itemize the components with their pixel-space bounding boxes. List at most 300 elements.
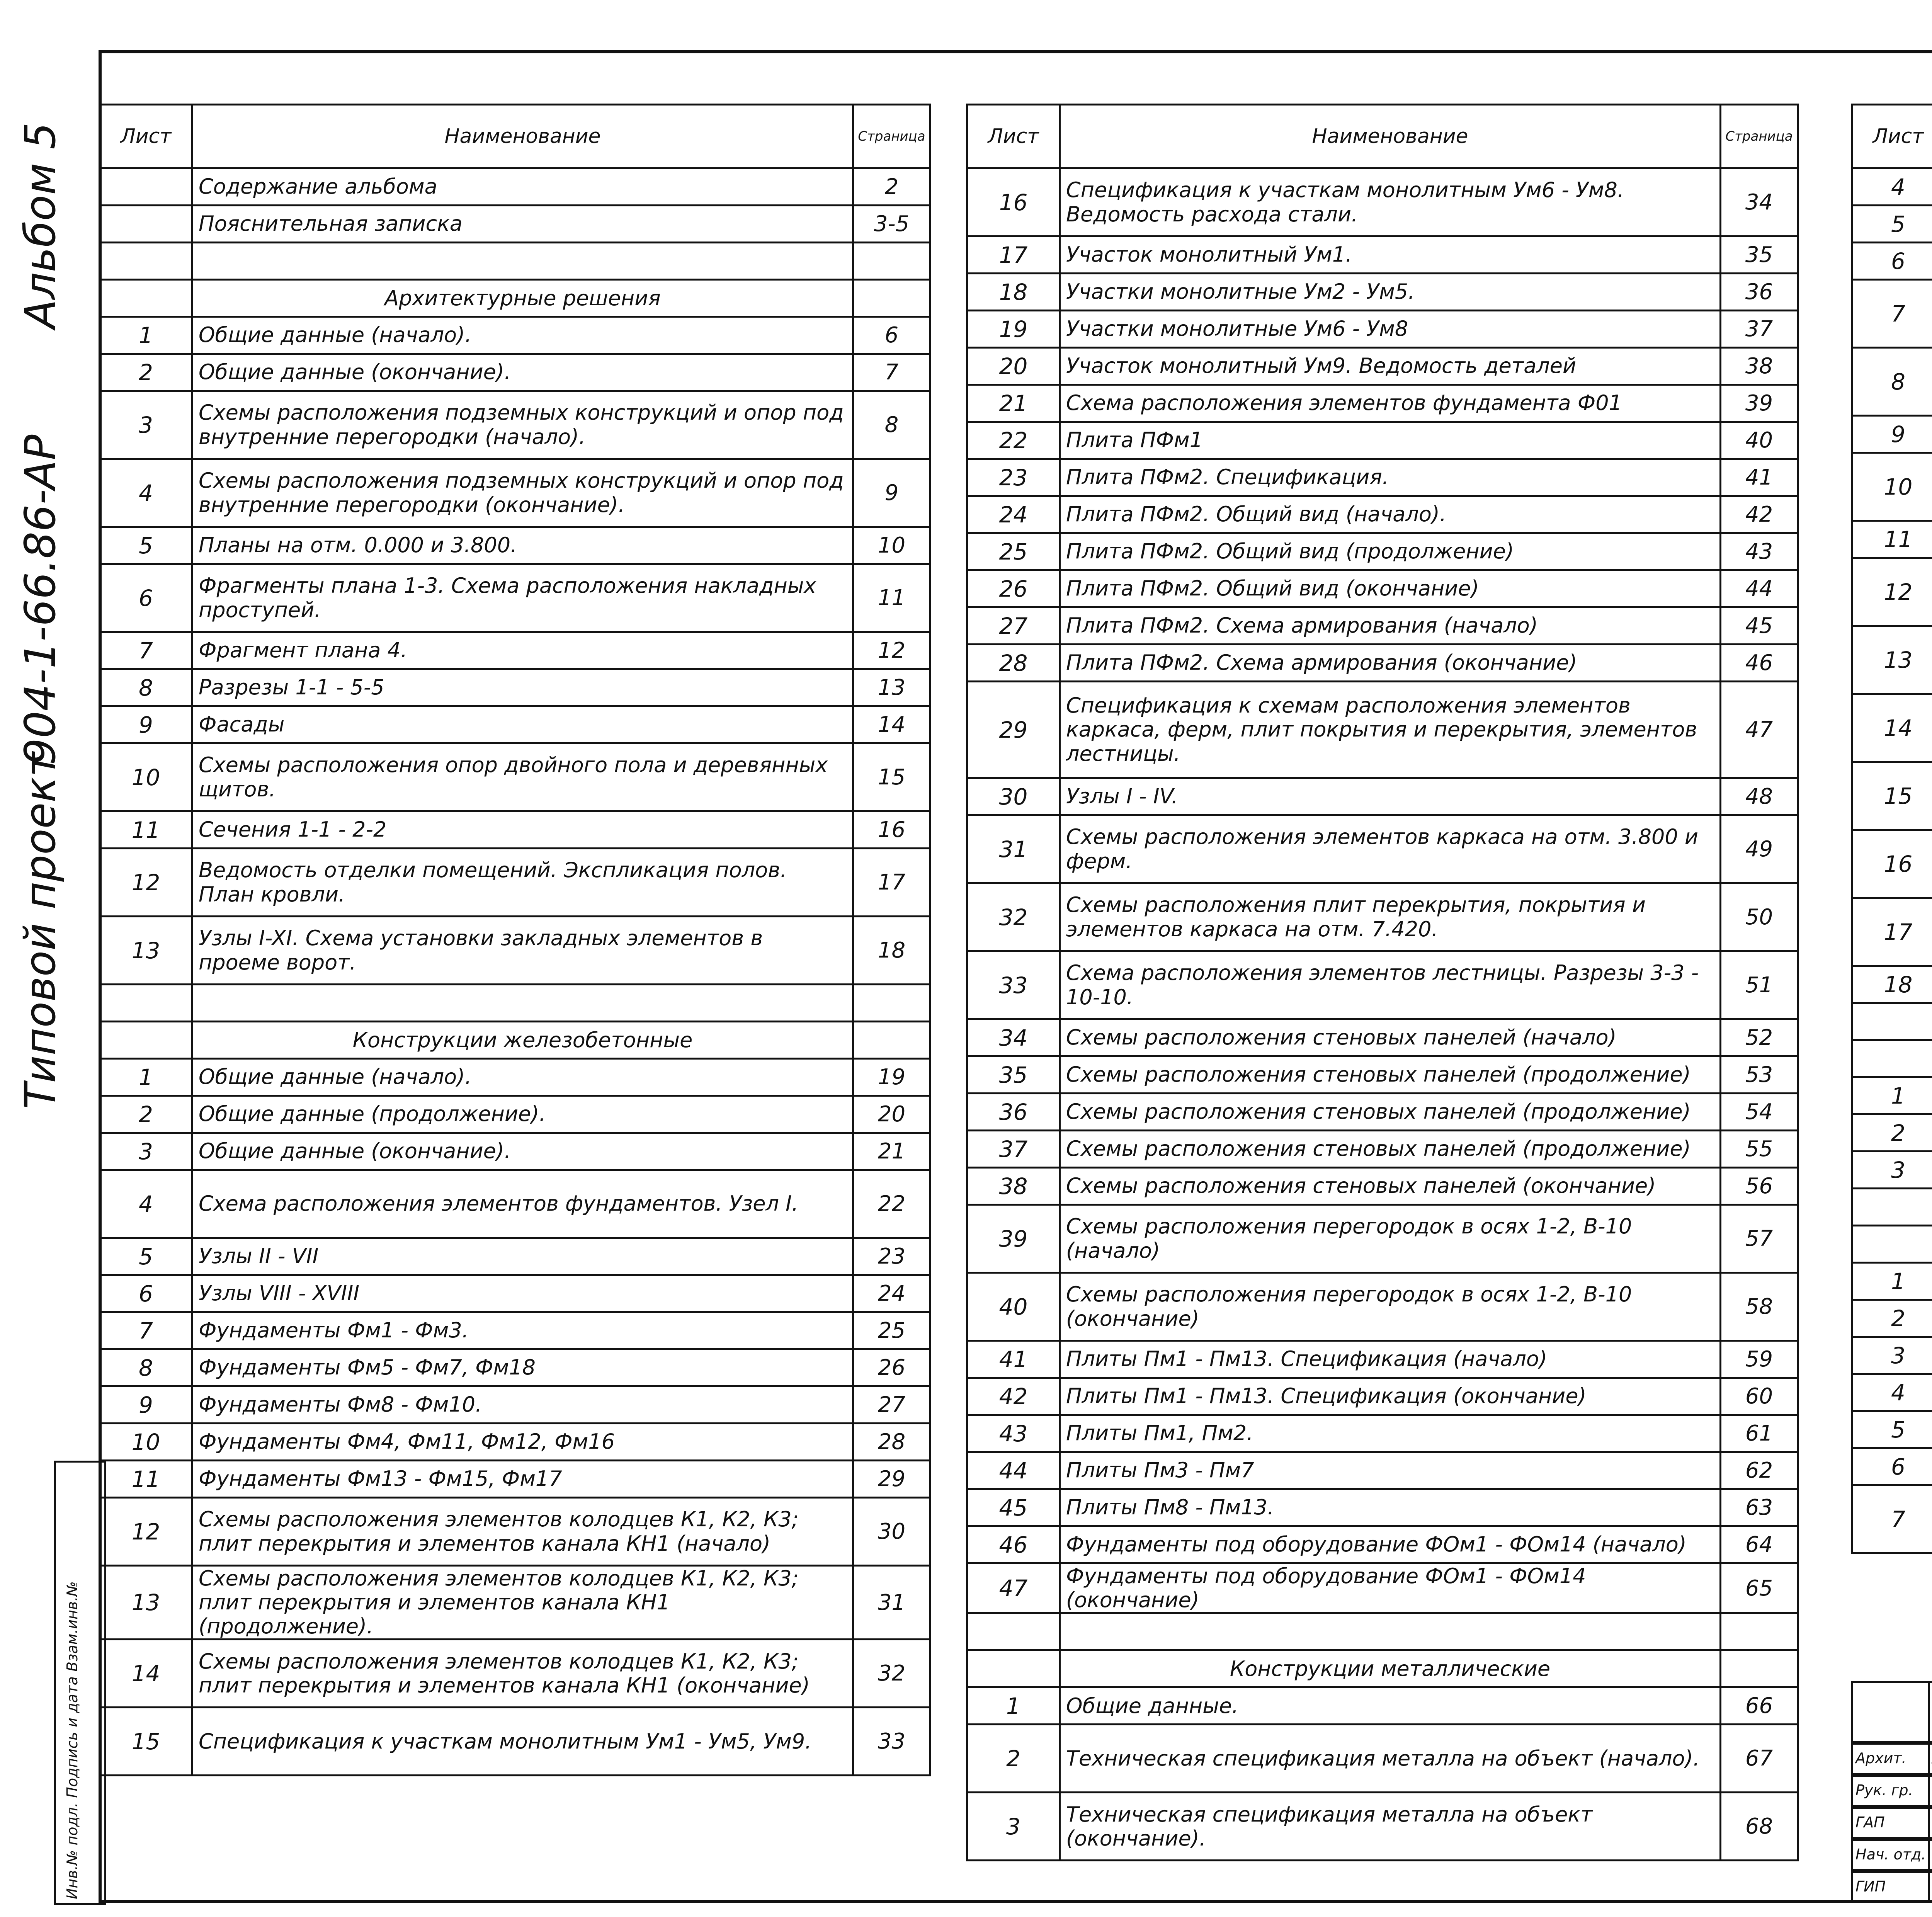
table-row [967, 778, 1798, 815]
section-title: Конструкции железобетонные [192, 1022, 853, 1059]
item-name: Участок монолитный Ум1. [1060, 236, 1721, 274]
staff-role: ГИП [1855, 1878, 1886, 1895]
sheet-number: 6 [1852, 1448, 1932, 1485]
item-name: Схемы расположения подземных конструкций и опор под внутренние перегородки (окончание). [192, 459, 853, 527]
page-number [853, 280, 930, 317]
sheet-number [100, 168, 192, 206]
page-number: 56 [1721, 1168, 1798, 1205]
sheet-number: 5 [1852, 206, 1932, 243]
table-row [967, 1378, 1798, 1415]
item-name: Плита ПФм2. Схема армирования (окончание) [1060, 645, 1721, 682]
item-name: Общие данные (начало). [192, 317, 853, 354]
page-number: 57 [1721, 1205, 1798, 1273]
sheet-number: 1 [100, 1059, 192, 1096]
stamp-empty-rows [1851, 1681, 1932, 1743]
table-row [1852, 1114, 1932, 1152]
sheet-number: 4 [1852, 1374, 1932, 1411]
item-name: Общие данные. [1060, 1687, 1721, 1725]
sheet-number: 6 [1852, 243, 1932, 280]
item-name [1060, 1613, 1721, 1650]
sheet-number: 26 [967, 570, 1060, 607]
table-row [100, 917, 930, 985]
item-name: Схема расположения элементов лестницы. Разрезы 3-3 - 10-10. [1060, 951, 1721, 1019]
item-name: Фундаменты Фм1 - Фм3. [192, 1312, 853, 1349]
section-row [100, 1022, 930, 1059]
page-number: 40 [1721, 422, 1798, 459]
table-row [967, 496, 1798, 533]
sheet-number [100, 280, 192, 317]
sheet-number: 18 [1852, 966, 1932, 1003]
sheet-number [1852, 1189, 1932, 1226]
page-number: 64 [1721, 1526, 1798, 1563]
page-number: 11 [853, 564, 930, 632]
page-number: 65 [1721, 1563, 1798, 1613]
sheet-number: 36 [967, 1094, 1060, 1131]
item-name: Общие данные (окончание). [192, 1133, 853, 1170]
table-row [100, 206, 930, 243]
sheet-number: 38 [967, 1168, 1060, 1205]
item-name: Плита ПФм2. Спецификация. [1060, 459, 1721, 496]
table-row [967, 1613, 1798, 1650]
item-name: Схемы расположения элементов колодцев К1, К2, К3; плит перекрытия и элементов канала КН1 (начало) [192, 1498, 853, 1566]
table-row [967, 645, 1798, 682]
sheet-number: 2 [100, 354, 192, 391]
sheet-number: 4 [100, 459, 192, 527]
table-row [1852, 966, 1932, 1003]
page-number [853, 1022, 930, 1059]
table-row [967, 815, 1798, 883]
page-number: 20 [853, 1096, 930, 1133]
item-name: Участки монолитные Ум2 - Ум5. [1060, 274, 1721, 311]
page-number: 2 [853, 168, 930, 206]
table-row [967, 533, 1798, 570]
page-number: 51 [1721, 951, 1798, 1019]
table-row [100, 811, 930, 849]
sheet-number: 13 [100, 1566, 192, 1640]
item-name: Фундаменты Фм5 - Фм7, Фм18 [192, 1349, 853, 1386]
sheet-number: 19 [967, 311, 1060, 348]
sheet-number: 7 [1852, 1485, 1932, 1553]
sheet-number: 16 [1852, 830, 1932, 898]
sheet-number [100, 985, 192, 1022]
page-number: 66 [1721, 1687, 1798, 1725]
item-name: Схемы расположения опор двойного пола и деревянных щитов. [192, 743, 853, 811]
item-name: Схемы расположения плит перекрытия, покрытия и элементов каркаса на отм. 7.420. [1060, 883, 1721, 951]
page-number: 52 [1721, 1019, 1798, 1056]
table-row [967, 1056, 1798, 1094]
sheet-number: 25 [967, 533, 1060, 570]
page-number: 3-5 [853, 206, 930, 243]
item-name: Участок монолитный Ум9. Ведомость деталей [1060, 348, 1721, 385]
header-page: Страница [853, 105, 930, 168]
toc-table-1 [99, 104, 931, 1776]
sheet-number: 44 [967, 1452, 1060, 1489]
table-row [967, 607, 1798, 645]
table-row [967, 236, 1798, 274]
item-name: Узлы II - VII [192, 1238, 853, 1275]
table-row [967, 459, 1798, 496]
sheet-number: 42 [967, 1378, 1060, 1415]
table-row [1852, 280, 1932, 348]
table-row [100, 1133, 930, 1170]
sheet-number [967, 1613, 1060, 1650]
header-sheet: Лист [100, 105, 192, 168]
item-name: Ведомость отделки помещений. Экспликация полов. План кровли. [192, 849, 853, 917]
table-row [967, 385, 1798, 422]
sheet-number: 11 [100, 1461, 192, 1498]
table-row [1852, 626, 1932, 694]
page-number: 53 [1721, 1056, 1798, 1094]
item-name: Спецификация к участкам монолитным Ум6 - Ум8. Ведомость расхода стали. [1060, 168, 1721, 236]
table-row [100, 1424, 930, 1461]
item-name: Фундаменты Фм13 - Фм15, Фм17 [192, 1461, 853, 1498]
page-number: 49 [1721, 815, 1798, 883]
table-row [100, 564, 930, 632]
item-name: Схемы расположения подземных конструкций и опор под внутренние перегородки (начало). [192, 391, 853, 459]
header-sheet: Лист [967, 105, 1060, 168]
sheet-number: 5 [1852, 1411, 1932, 1448]
project-code: 904-1-66.86-АР [15, 434, 65, 765]
sheet-number: 3 [967, 1793, 1060, 1861]
toc-table-2 [966, 104, 1799, 1861]
page-number: 17 [853, 849, 930, 917]
page-number: 10 [853, 527, 930, 564]
page-number: 39 [1721, 385, 1798, 422]
sheet-number: 12 [100, 849, 192, 917]
page-number: 31 [853, 1566, 930, 1640]
sheet-number: 7 [1852, 280, 1932, 348]
sheet-number [1852, 1226, 1932, 1263]
stamp-labels: Инв.№ подл. Подпись и дата Взам.инв.№ [64, 1581, 81, 1899]
page-number: 68 [1721, 1793, 1798, 1861]
table-row [967, 682, 1798, 778]
table-row [1852, 168, 1932, 206]
sheet-number: 17 [1852, 898, 1932, 966]
table-row [967, 1725, 1798, 1793]
item-name: Техническая спецификация металла на объект (начало). [1060, 1725, 1721, 1793]
table-row [100, 743, 930, 811]
table-row [100, 317, 930, 354]
section-title: Конструкции металлические [1060, 1650, 1721, 1687]
table-row [100, 1312, 930, 1349]
page-number [853, 985, 930, 1022]
item-name: Планы на отм. 0.000 и 3.800. [192, 527, 853, 564]
table-row [100, 1708, 930, 1776]
section-title: Архитектурные решения [192, 280, 853, 317]
sheet-number: 9 [1852, 416, 1932, 453]
table-row [100, 459, 930, 527]
sheet-number: 39 [967, 1205, 1060, 1273]
page-number: 38 [1721, 348, 1798, 385]
item-name: Плита ПФм2. Общий вид (окончание) [1060, 570, 1721, 607]
table-row [100, 168, 930, 206]
header-page: Страница [1721, 105, 1798, 168]
page-number: 54 [1721, 1094, 1798, 1131]
table-row [1852, 1300, 1932, 1337]
item-name: Плита ПФм1 [1060, 422, 1721, 459]
sheet-number: 29 [967, 682, 1060, 778]
table-row [100, 1096, 930, 1133]
item-name: Пояснительная записка [192, 206, 853, 243]
table-row [967, 1341, 1798, 1378]
toc-table-3 [1851, 104, 1932, 1554]
table-row [967, 311, 1798, 348]
item-name: Схема расположения элементов фундамента Ф01 [1060, 385, 1721, 422]
sheet-number: 1 [967, 1687, 1060, 1725]
page-number: 21 [853, 1133, 930, 1170]
sheet-number: 27 [967, 607, 1060, 645]
table-row [100, 706, 930, 743]
page-number: 13 [853, 669, 930, 706]
sheet-number: 41 [967, 1341, 1060, 1378]
page-number: 59 [1721, 1341, 1798, 1378]
sheet-number [100, 243, 192, 280]
page-number: 7 [853, 354, 930, 391]
sheet-number [100, 1022, 192, 1059]
item-name: Фундаменты под оборудование ФОм1 - ФОм14 (начало) [1060, 1526, 1721, 1563]
sheet-number: 24 [967, 496, 1060, 533]
sheet-number: 2 [967, 1725, 1060, 1793]
table-row [1852, 1411, 1932, 1448]
sheet-number: 10 [100, 1424, 192, 1461]
sheet-number [967, 1650, 1060, 1687]
table-row [967, 274, 1798, 311]
page-number: 12 [853, 632, 930, 669]
item-name: Схемы расположения элементов колодцев К1, К2, К3; плит перекрытия и элементов канала КН1 (окончание) [192, 1640, 853, 1708]
table-row [100, 1640, 930, 1708]
table-row [1852, 1263, 1932, 1300]
table-row [1852, 1448, 1932, 1485]
item-name: Плиты Пм1, Пм2. [1060, 1415, 1721, 1452]
page-number: 28 [853, 1424, 930, 1461]
page-number: 67 [1721, 1725, 1798, 1793]
page-number: 16 [853, 811, 930, 849]
table-row [1852, 762, 1932, 830]
table-row [100, 1461, 930, 1498]
sheet-number: 15 [1852, 762, 1932, 830]
sheet-number: 3 [100, 391, 192, 459]
sheet-number: 13 [100, 917, 192, 985]
sheet-number: 21 [967, 385, 1060, 422]
page-number: 44 [1721, 570, 1798, 607]
table-row [967, 168, 1798, 236]
table-row [1852, 206, 1932, 243]
page-number [1721, 1650, 1798, 1687]
page-number: 14 [853, 706, 930, 743]
sheet-number: 37 [967, 1131, 1060, 1168]
table-row [100, 849, 930, 917]
item-name: Схемы расположения стеновых панелей (продолжение) [1060, 1056, 1721, 1094]
table-row [967, 1415, 1798, 1452]
table-row [1852, 243, 1932, 280]
table-row [1852, 453, 1932, 521]
sheet-number: 1 [100, 317, 192, 354]
table-row [100, 527, 930, 564]
table-row [100, 632, 930, 669]
page-number: 25 [853, 1312, 930, 1349]
page-number: 32 [853, 1640, 930, 1708]
page-number: 18 [853, 917, 930, 985]
table-row [1852, 1374, 1932, 1411]
sheet-number: 3 [100, 1133, 192, 1170]
item-name: Узлы I-XI. Схема установки закладных элементов в проеме ворот. [192, 917, 853, 985]
item-name: Фасады [192, 706, 853, 743]
staff-role: Нач. отд. [1855, 1846, 1926, 1863]
sheet-number: 9 [100, 1386, 192, 1424]
item-name: Схемы расположения стеновых панелей (продолжение) [1060, 1094, 1721, 1131]
page-number: 23 [853, 1238, 930, 1275]
page-number: 42 [1721, 496, 1798, 533]
sheet-number: 1 [1852, 1077, 1932, 1114]
page-number: 47 [1721, 682, 1798, 778]
side-title [15, 58, 93, 1109]
table-row [100, 1170, 930, 1238]
table-row [967, 1489, 1798, 1526]
table-row [100, 1386, 930, 1424]
sheet-number: 34 [967, 1019, 1060, 1056]
page-number: 27 [853, 1386, 930, 1424]
item-name: Плиты Пм8 - Пм13. [1060, 1489, 1721, 1526]
page-number: 62 [1721, 1452, 1798, 1489]
sheet-number: 6 [100, 1275, 192, 1312]
table-row [100, 243, 930, 280]
sheet-number: 16 [967, 168, 1060, 236]
item-name [192, 243, 853, 280]
table-row [1852, 1003, 1932, 1040]
table-row [1852, 521, 1932, 558]
table-row [1852, 416, 1932, 453]
sheet-number: 23 [967, 459, 1060, 496]
item-name: Плита ПФм2. Общий вид (начало). [1060, 496, 1721, 533]
page-number: 9 [853, 459, 930, 527]
table-row [967, 1019, 1798, 1056]
item-name: Разрезы 1-1 - 5-5 [192, 669, 853, 706]
page-number: 29 [853, 1461, 930, 1498]
page-number: 36 [1721, 274, 1798, 311]
page-number: 34 [1721, 168, 1798, 236]
sheet-number: 8 [100, 669, 192, 706]
item-name: Схемы расположения стеновых панелей (продолжение) [1060, 1131, 1721, 1168]
page-number [1721, 1613, 1798, 1650]
table-row [1852, 1077, 1932, 1114]
page-number: 6 [853, 317, 930, 354]
sheet-number: 31 [967, 815, 1060, 883]
item-name: Общие данные (продолжение). [192, 1096, 853, 1133]
sheet-number: 28 [967, 645, 1060, 682]
item-name: Фрагменты плана 1-3. Схема расположения накладных проступей. [192, 564, 853, 632]
table-row [967, 1687, 1798, 1725]
table-row [1852, 1189, 1932, 1226]
table-row [1852, 830, 1932, 898]
staff-column-lines [1928, 1681, 1932, 1903]
sheet-number: 22 [967, 422, 1060, 459]
section-row [1852, 1040, 1932, 1077]
page-number: 41 [1721, 459, 1798, 496]
table-row [967, 1526, 1798, 1563]
table-row [100, 1349, 930, 1386]
item-name: Фундаменты под оборудование ФОм1 - ФОм14 (окончание) [1060, 1563, 1721, 1613]
page-number: 19 [853, 1059, 930, 1096]
page-number: 55 [1721, 1131, 1798, 1168]
item-name: Фундаменты Фм8 - Фм10. [192, 1386, 853, 1424]
sheet-number: 14 [100, 1640, 192, 1708]
page-number: 43 [1721, 533, 1798, 570]
project-title: Типовой проект [15, 752, 65, 1109]
table-row [967, 1205, 1798, 1273]
album-label: Альбом 5 [15, 122, 65, 328]
item-name: Содержание альбома [192, 168, 853, 206]
item-name: Спецификация к схемам расположения элементов каркаса, ферм, плит покрытия и перекрытия, элементов лестницы. [1060, 682, 1721, 778]
sheet-number: 11 [1852, 521, 1932, 558]
sheet-number: 10 [100, 743, 192, 811]
title-block [1851, 1538, 1932, 1903]
page-number: 63 [1721, 1489, 1798, 1526]
sheet-number: 4 [1852, 168, 1932, 206]
item-name: Схема расположения элементов фундаментов. Узел I. [192, 1170, 853, 1238]
sheet-number: 17 [967, 236, 1060, 274]
sheet-number: 3 [1852, 1337, 1932, 1374]
sheet-number: 35 [967, 1056, 1060, 1094]
sheet-number: 5 [100, 1238, 192, 1275]
sheet-number: 18 [967, 274, 1060, 311]
sheet-number: 15 [100, 1708, 192, 1776]
table-row [1852, 1152, 1932, 1189]
item-name: Схемы расположения перегородок в осях 1-2, В-10 (начало) [1060, 1205, 1721, 1273]
sheet-number: 8 [1852, 348, 1932, 416]
item-name: Фундаменты Фм4, Фм11, Фм12, Фм16 [192, 1424, 853, 1461]
page-number: 45 [1721, 607, 1798, 645]
table-row [100, 1498, 930, 1566]
item-name: Общие данные (начало). [192, 1059, 853, 1096]
table-row [1852, 558, 1932, 626]
table-row [100, 1566, 930, 1640]
sheet-number: 8 [100, 1349, 192, 1386]
table-row [100, 669, 930, 706]
page-number: 24 [853, 1275, 930, 1312]
page-number: 15 [853, 743, 930, 811]
item-name: Узлы I - IV. [1060, 778, 1721, 815]
sheet-number: 3 [1852, 1152, 1932, 1189]
item-name: Плиты Пм1 - Пм13. Спецификация (начало) [1060, 1341, 1721, 1378]
table-row [967, 1563, 1798, 1613]
sheet-number: 40 [967, 1273, 1060, 1341]
page-number: 48 [1721, 778, 1798, 815]
sheet-number: 46 [967, 1526, 1060, 1563]
sheet-number: 5 [100, 527, 192, 564]
page-number: 35 [1721, 236, 1798, 274]
page-number: 46 [1721, 645, 1798, 682]
table-row [100, 391, 930, 459]
sheet-number: 43 [967, 1415, 1060, 1452]
staff-role: Архит. [1855, 1750, 1906, 1767]
header-name: Наименование [1060, 105, 1721, 168]
sheet-number: 7 [100, 1312, 192, 1349]
section-row [1852, 1226, 1932, 1263]
sheet-number: 2 [1852, 1114, 1932, 1152]
page-number: 30 [853, 1498, 930, 1566]
table-row [1852, 694, 1932, 762]
page-number: 8 [853, 391, 930, 459]
sheet-number [1852, 1003, 1932, 1040]
sheet-number [100, 206, 192, 243]
table-row [967, 1793, 1798, 1861]
item-name: Схемы расположения перегородок в осях 1-2, В-10 (окончание) [1060, 1273, 1721, 1341]
page-number: 61 [1721, 1415, 1798, 1452]
table-row [967, 1273, 1798, 1341]
item-name [192, 985, 853, 1022]
table-row [967, 570, 1798, 607]
page-number: 60 [1721, 1378, 1798, 1415]
